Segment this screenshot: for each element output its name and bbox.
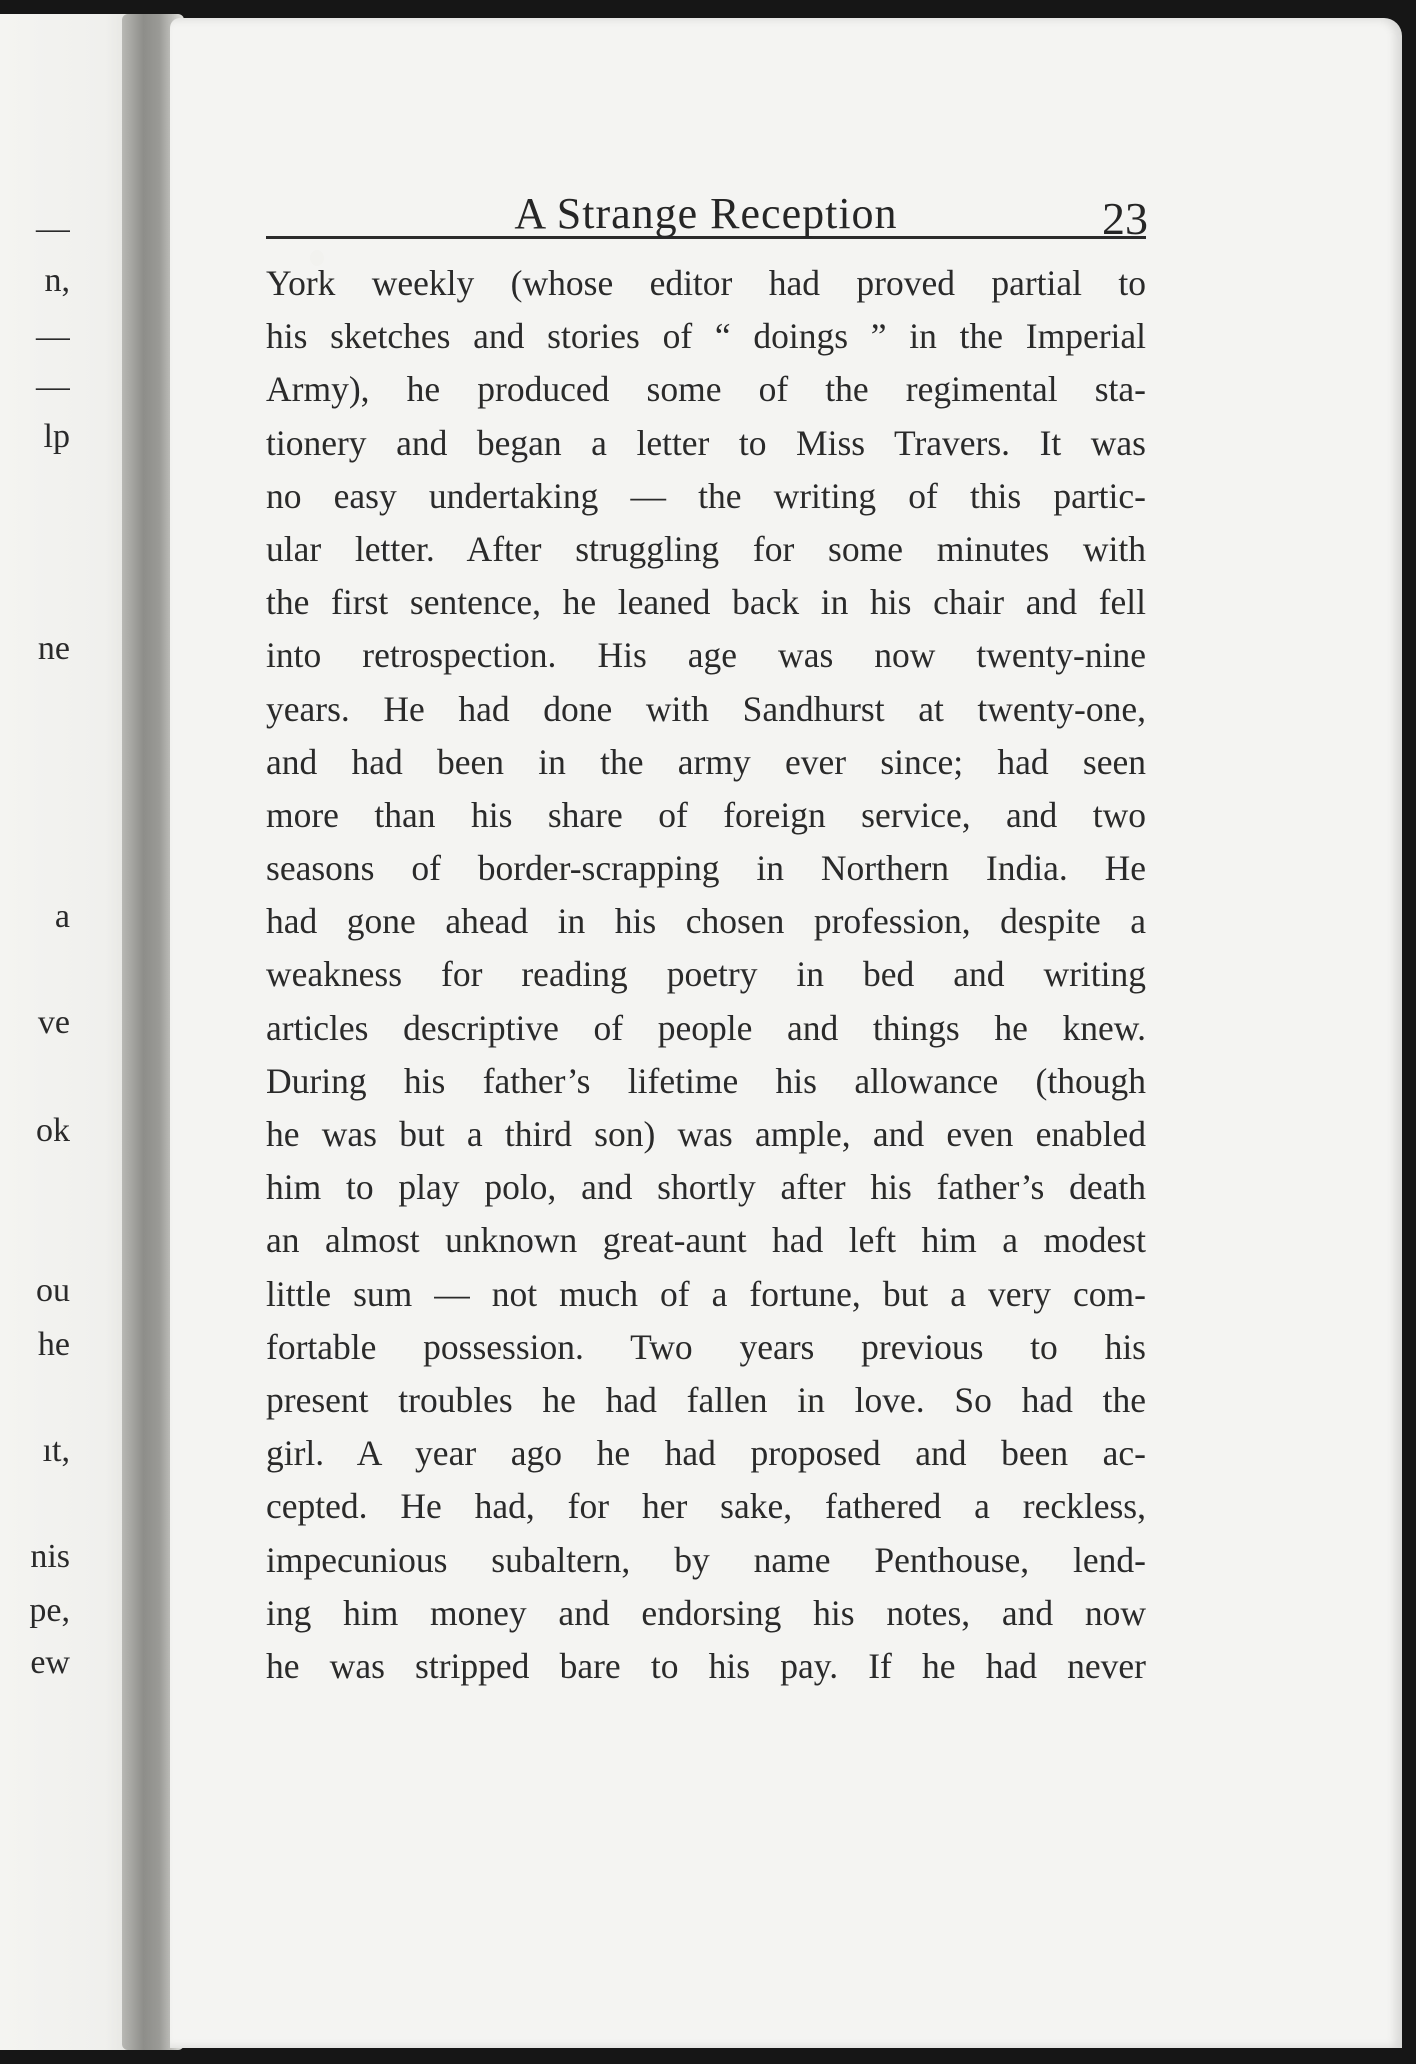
text-line: years. He had done with Sandhurst at twenty-one, [266,688,1146,729]
facing-page-fragment: ne [37,630,70,667]
facing-page-fragment: — [36,318,70,355]
text-line: and had been in the army ever since; had seen [266,741,1146,782]
text-line: he was but a third son) was ample, and even enabled [266,1114,1146,1154]
facing-page-fragment: ıt, [42,1432,70,1469]
text-line: no easy undertaking — the writing of this partic- [266,475,1146,516]
text-line: him to play polo, and shortly after his father’s death [266,1167,1146,1208]
body-text [266,257,1146,1693]
facing-page-fragment: he [37,1326,70,1363]
facing-page-fragment: nis [30,1538,70,1575]
facing-page-fragment: lp [43,418,70,455]
facing-page-fragment: ou [36,1272,70,1309]
text-line: little sum — not much of a fortune, but a very com- [266,1273,1146,1314]
facing-page-fragment: a [54,898,70,935]
text-line: had gone ahead in his chosen profession, despite a [266,901,1146,942]
text-line: Army), he produced some of the regimental sta- [266,369,1146,410]
text-line: girl. A year ago he had proposed and been ac- [266,1433,1146,1474]
text-line: present troubles he had fallen in love. So had the [266,1379,1146,1420]
page-content [266,168,1146,1693]
text-line: more than his share of foreign service, and two [266,794,1146,835]
text-line: his sketches and stories of “ doings ” in the Imperial [266,316,1146,357]
text-line: ular letter. After struggling for some minutes with [266,528,1146,569]
text-line: ing him money and endorsing his notes, and now [266,1592,1146,1633]
facing-page-fragment: pe, [29,1592,70,1629]
text-line: into retrospection. His age was now twenty-nine [266,635,1146,676]
page-number: 23 [1102,193,1148,244]
text-line: During his father’s lifetime his allowance (though [266,1060,1146,1101]
facing-page-fragment: ve [37,1004,70,1041]
text-line: he was stripped bare to his pay. If he had never [266,1645,1146,1686]
running-head [266,168,1148,244]
facing-page-fragment: — [36,368,70,405]
text-line: fortable possession. Two years previous to his [266,1326,1146,1367]
facing-page-fragment: ok [36,1112,70,1149]
chapter-title: A Strange Reception [514,189,898,238]
text-line: York weekly (whose editor had proved partial to [266,263,1146,303]
text-line: weakness for reading poetry in bed and writing [266,954,1146,995]
text-line: cepted. He had, for her sake, fathered a reckless, [266,1486,1146,1527]
book-page [170,18,1402,2048]
text-line: an almost unknown great-aunt had left him a modest [266,1220,1146,1261]
facing-page-fragment: n, [44,262,70,299]
text-line: tionery and began a letter to Miss Travers. It was [266,422,1146,463]
text-line: articles descriptive of people and things he knew. [266,1007,1146,1048]
facing-page-fragment: ew [30,1644,70,1681]
text-line: seasons of border-scrapping in Northern India. He [266,848,1146,889]
text-line: the first sentence, he leaned back in his chair and fell [266,582,1146,623]
text-line: impecunious subaltern, by name Penthouse, lend- [266,1539,1146,1580]
facing-page-fragment: — [36,210,70,247]
